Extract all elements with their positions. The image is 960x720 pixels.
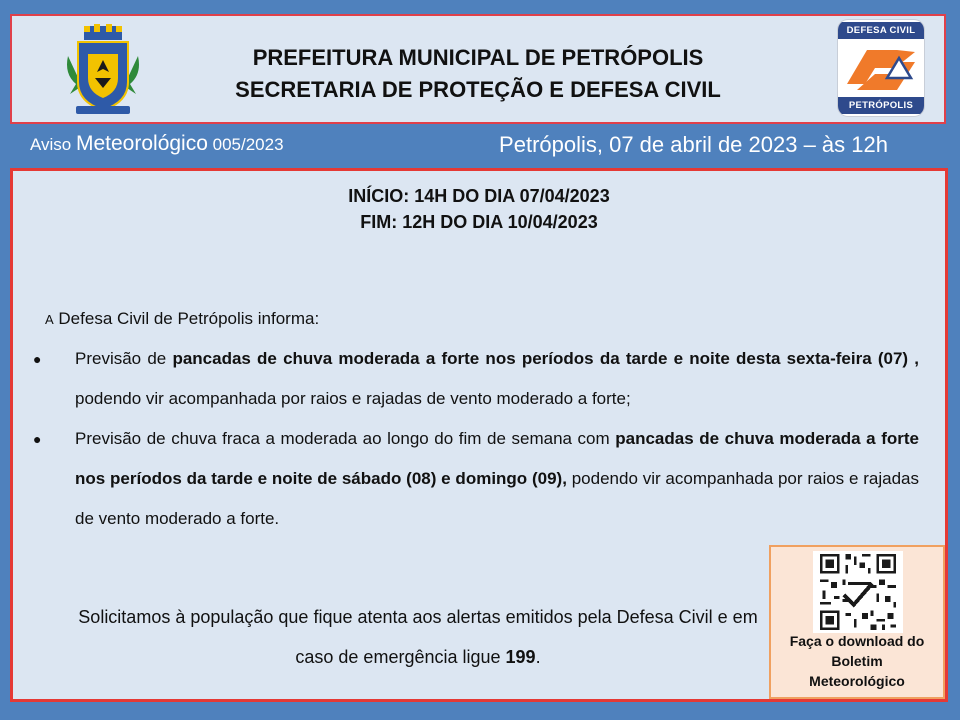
forecast-list [33, 339, 919, 539]
intro-a: A [45, 312, 54, 327]
notice-bar [0, 128, 960, 168]
coat-of-arms-icon [62, 22, 144, 118]
bullet-dot-icon: ● [33, 351, 42, 367]
qr-code-icon[interactable] [813, 551, 903, 633]
forecast-item [33, 419, 919, 539]
emergency-number: 199 [505, 647, 536, 667]
closing-message [65, 597, 771, 677]
secretaria-title: SECRETARIA DE PROTEÇÃO E DEFESA CIVIL [235, 77, 721, 102]
content-panel [10, 168, 948, 702]
forecast-text: Previsão de chuva fraca a moderada ao longo do fim de semana com [75, 429, 616, 448]
forecast-highlight: pancadas de chuva moderada a forte nos períodos da tarde e noite desta sexta-feira (07) , [172, 349, 920, 368]
issue-date: Petrópolis, 07 de abril de 2023 – às 12h [499, 132, 888, 157]
defesa-civil-logo [838, 20, 924, 116]
intro-rest: Defesa Civil de Petrópolis informa: [58, 309, 320, 328]
qr-caption-line2: Boletim [831, 653, 883, 669]
qr-caption [771, 631, 943, 691]
forecast-text: podendo vir acompanhada por raios e rajadas de vento moderado a forte; [75, 389, 631, 408]
intro-text [45, 309, 319, 329]
logo-top-text: DEFESA CIVIL [838, 22, 924, 39]
period-start: INÍCIO: 14H DO DIA 07/04/2023 [348, 186, 610, 206]
aviso-word: Aviso [30, 135, 72, 154]
qr-download-box[interactable] [769, 545, 945, 699]
meteorologico-word: Meteorológico [76, 132, 208, 155]
closing-end: . [535, 647, 541, 667]
logo-bottom-text: PETRÓPOLIS [838, 97, 924, 114]
closing-text: Solicitamos à população que fique atenta aos alertas emitidos pela Defesa Civil e em caso de emergência ligue [78, 607, 758, 667]
aviso-title [30, 132, 284, 156]
forecast-highlight: pancadas de chuva moderada a forte nos períodos da tarde e noite de sábado (08) e domingo (09), [75, 429, 919, 488]
qr-caption-line1: Faça o download do [789, 633, 925, 649]
period-end: FIM: 12H DO DIA 10/04/2023 [360, 212, 598, 232]
header-titles [162, 42, 794, 106]
defesa-civil-emblem-icon [841, 40, 921, 96]
forecast-text: Previsão de [75, 349, 173, 368]
aviso-number: 005/2023 [212, 135, 284, 154]
qr-caption-line3: Meteorológico [809, 673, 905, 689]
validity-period [13, 183, 945, 235]
header-banner [10, 14, 946, 124]
bullet-dot-icon: ● [33, 431, 42, 447]
forecast-item [33, 339, 919, 419]
prefeitura-title: PREFEITURA MUNICIPAL DE PETRÓPOLIS [252, 45, 704, 70]
forecast-text: podendo vir acompanhada por raios e rajadas de vento moderado a forte. [75, 469, 919, 528]
